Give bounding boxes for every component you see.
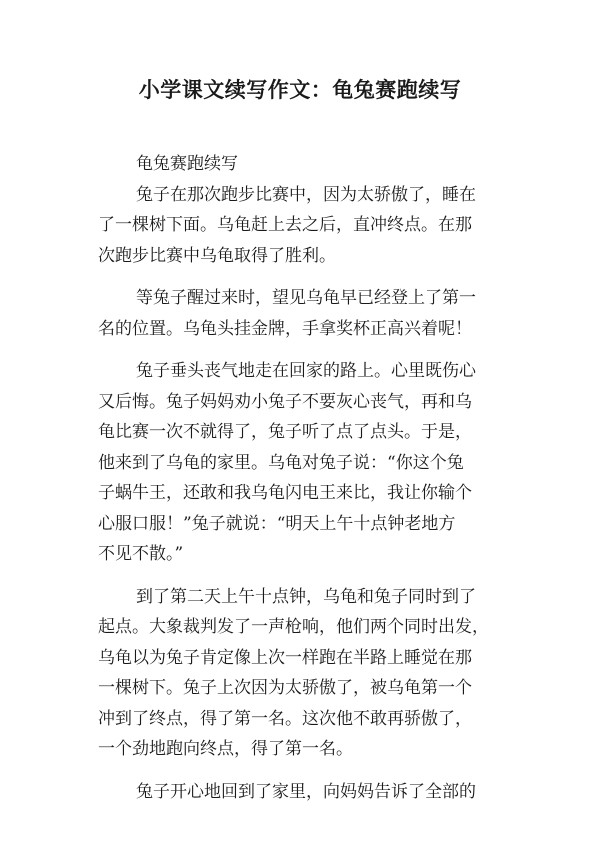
text-line: 等兔子醒过来时，望见乌龟早已经登上了第一 [136, 288, 476, 308]
paragraph [98, 356, 510, 570]
text-line: 心服口服！”兔子就说：“明天上午十点钟老地方 [98, 513, 456, 534]
text-line: 兔子在那次跑步比赛中，因为太骄傲了，睡在 [136, 184, 476, 205]
paragraph [98, 283, 510, 344]
text-line: 一棵树下。兔子上次因为太骄傲了，被乌龟第一个 [98, 678, 472, 698]
article-subtitle: 龟兔赛跑续写 [136, 154, 238, 174]
document-title: 小学课文续写作文：龟兔赛跑续写 [138, 78, 462, 102]
paragraph [98, 777, 510, 808]
paragraph [98, 180, 510, 272]
paragraph [98, 582, 510, 765]
document-body [98, 149, 510, 807]
text-line: 兔子垂头丧气地走在回家的路上。心里既伤心 [136, 361, 476, 381]
text-line: 起点。大象裁判发了一声枪响，他们两个同时出发， [98, 617, 489, 637]
text-line: 名的位置。乌龟头挂金牌，手拿奖杯正高兴着呢！ [98, 318, 472, 339]
text-line: 不见不散。” [98, 544, 184, 564]
text-line: 了一棵树下面。乌龟赶上去之后，直冲终点。在那 [98, 215, 472, 235]
text-line: 一个劲地跑向终点，得了第一名。 [98, 739, 353, 759]
text-line: 兔子开心地回到了家里，向妈妈告诉了全部的 [136, 781, 476, 802]
text-line: 又后悔。兔子妈妈劝小兔子不要灰心丧气，再和乌 [98, 391, 472, 412]
text-line: 到了第二天上午十点钟，乌龟和兔子同时到了 [136, 586, 476, 607]
text-line: 次跑步比赛中乌龟取得了胜利。 [98, 245, 336, 266]
text-line: 乌龟以为兔子肯定像上次一样跑在半路上睡觉在那 [98, 647, 472, 668]
text-line: 他来到了乌龟的家里。乌龟对兔子说：“你这个兔 [98, 452, 464, 473]
text-line: 冲到了终点，得了第一名。这次他不敢再骄傲了， [98, 708, 472, 729]
text-line: 龟比赛一次不就得了，兔子听了点了点头。于是， [98, 422, 472, 442]
text-line: 子蜗牛王，还敢和我乌龟闪电王来比，我让你输个 [98, 483, 472, 503]
